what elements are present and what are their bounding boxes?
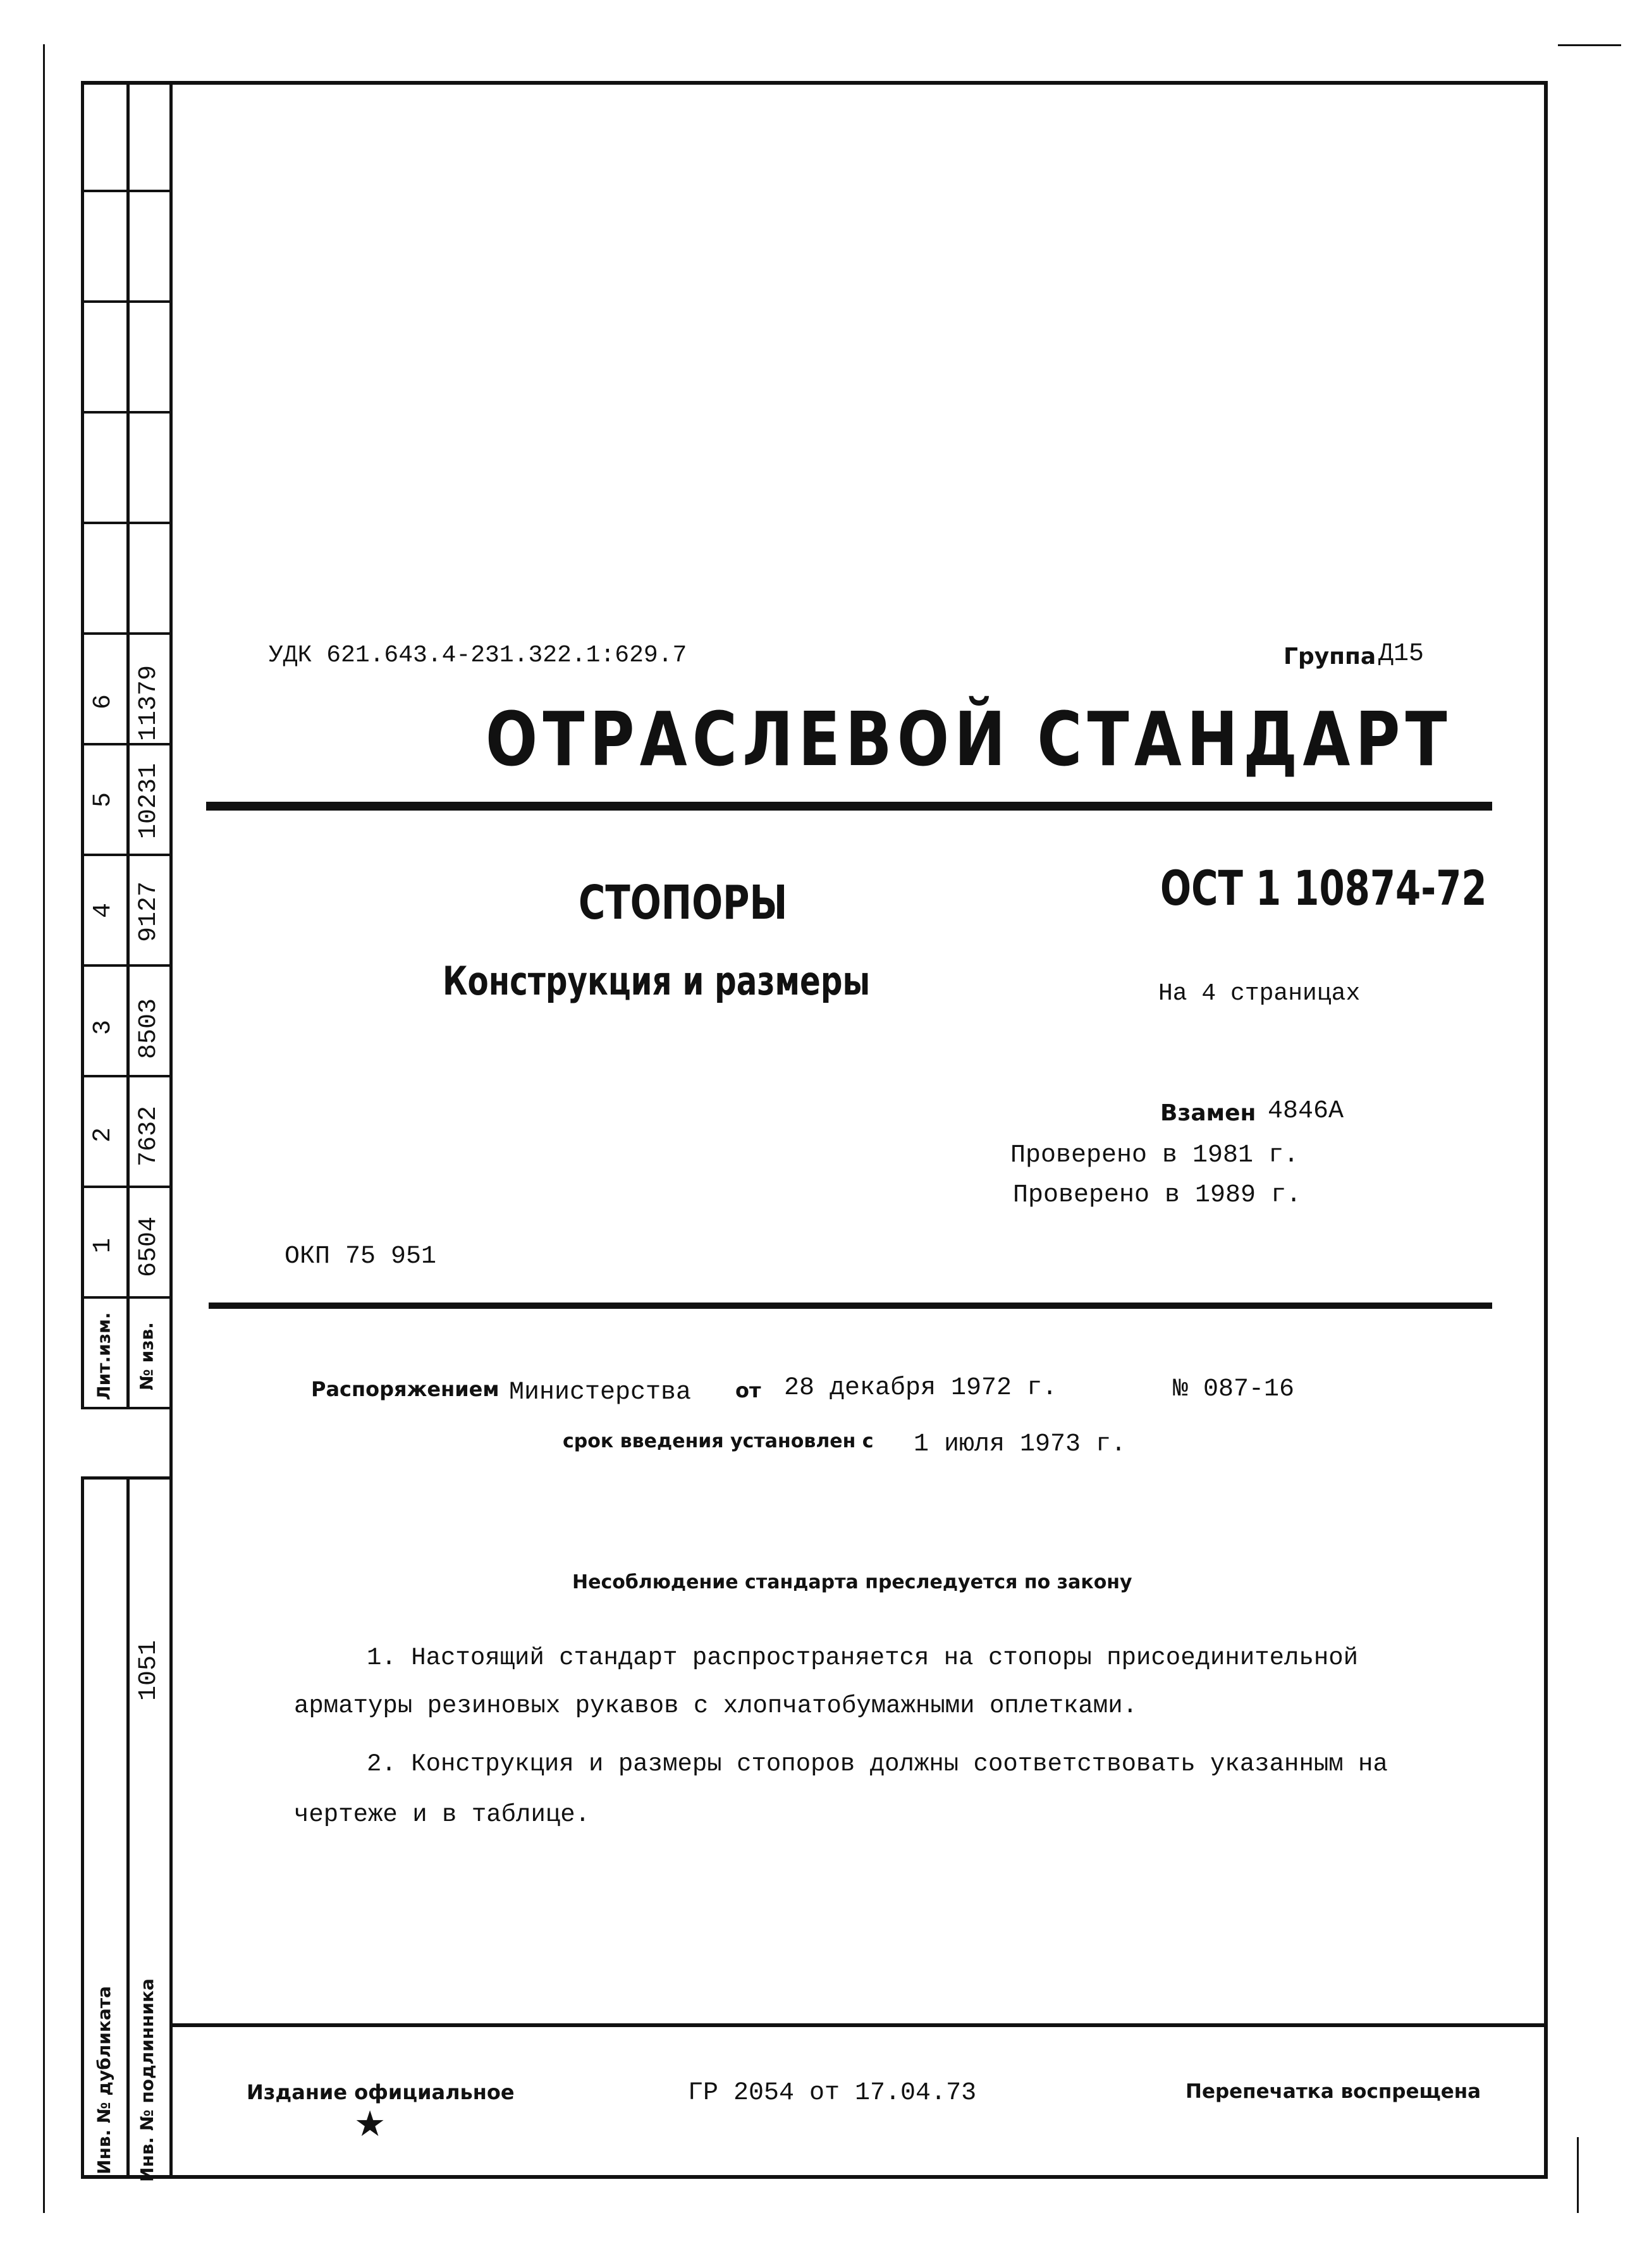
frame-left-edge [43,44,45,2213]
notice-number: 9127 [135,881,163,943]
frame-top-stub [1558,44,1621,46]
checked-1981: Проверено в 1981 г. [1010,1141,1299,1170]
order-ministry: Министерства [509,1378,692,1407]
frame-right-stub [1577,2137,1579,2213]
order-from-label: от [735,1378,761,1402]
notice-number: 7632 [135,1106,163,1167]
reprint-prohibited: Перепечатка воспрещена [1186,2080,1481,2103]
change-number: 1 [89,1238,118,1254]
title-bottom-rule [209,1303,1492,1309]
standard-code: ОСТ 1 10874-72 [1160,860,1487,916]
paragraph-1-line-2: арматуры резиновых рукавов с хлопчатобумажными оплетками. [294,1692,1138,1720]
replaces-label: Взамен [1160,1100,1256,1126]
paragraph-2-line-1: 2. Конструкция и размеры стопоров должны соответствовать указанным на [367,1750,1388,1778]
document-subtitle: Конструкция и размеры [443,958,871,1004]
paragraph-1-line-1: 1. Настоящий стандарт распространяется на стопоры присоединительной [367,1644,1359,1672]
term-date: 1 июля 1973 г. [914,1430,1127,1459]
frame-right-line [1544,81,1548,2179]
order-date: 28 декабря 1972 г. [784,1374,1058,1402]
paragraph-2-line-2: чертеже и в таблице. [294,1801,591,1829]
registration-number: ГР 2054 от 17.04.73 [688,2079,977,2107]
notice-number: 11379 [135,665,163,742]
change-number: 6 [89,694,118,710]
header-thick-rule [206,802,1492,811]
term-label: срок введения установлен с [563,1430,874,1452]
notice-number: 10231 [135,763,163,840]
group-label: Группа [1284,644,1376,670]
official-edition: Издание официальное [247,2080,515,2104]
lit-change-label: Лит.изм. [93,1312,114,1401]
notice-number: 8503 [135,998,163,1060]
udk-code: УДК 621.643.4-231.322.1:629.7 [269,642,687,669]
change-number: 4 [89,903,118,919]
order-label: Распоряжением [311,1377,499,1401]
notice-number: 6504 [135,1217,163,1278]
duplicate-inventory-label: Инв. № дубликата [94,1986,114,2174]
frame-bottom-line [82,2175,1548,2179]
notice-label: № изв. [136,1322,157,1390]
change-number: 2 [89,1127,118,1143]
footer-rule [169,2023,1548,2027]
change-number: 5 [89,792,118,808]
document-title: СТОПОРЫ [579,876,788,930]
group-value: Д15 [1378,640,1424,668]
order-number: № 087-16 [1173,1375,1295,1404]
replaces-value: 4846А [1268,1097,1344,1125]
frame-top-line [82,81,1548,85]
star-icon: ★ [354,2104,386,2145]
original-inventory-label: Инв. № подлинника [137,1978,157,2182]
page-count: На 4 страницах [1158,980,1361,1007]
change-number: 3 [89,1020,118,1036]
okp-code: ОКП 75 951 [285,1242,437,1271]
checked-1989: Проверено в 1989 г. [1013,1181,1302,1210]
standard-banner: ОТРАСЛЕВОЙ СТАНДАРТ [486,696,1452,783]
original-inventory-number: 1051 [135,1640,163,1701]
legal-warning: Несоблюдение стандарта преследуется по закону [572,1571,1132,1593]
